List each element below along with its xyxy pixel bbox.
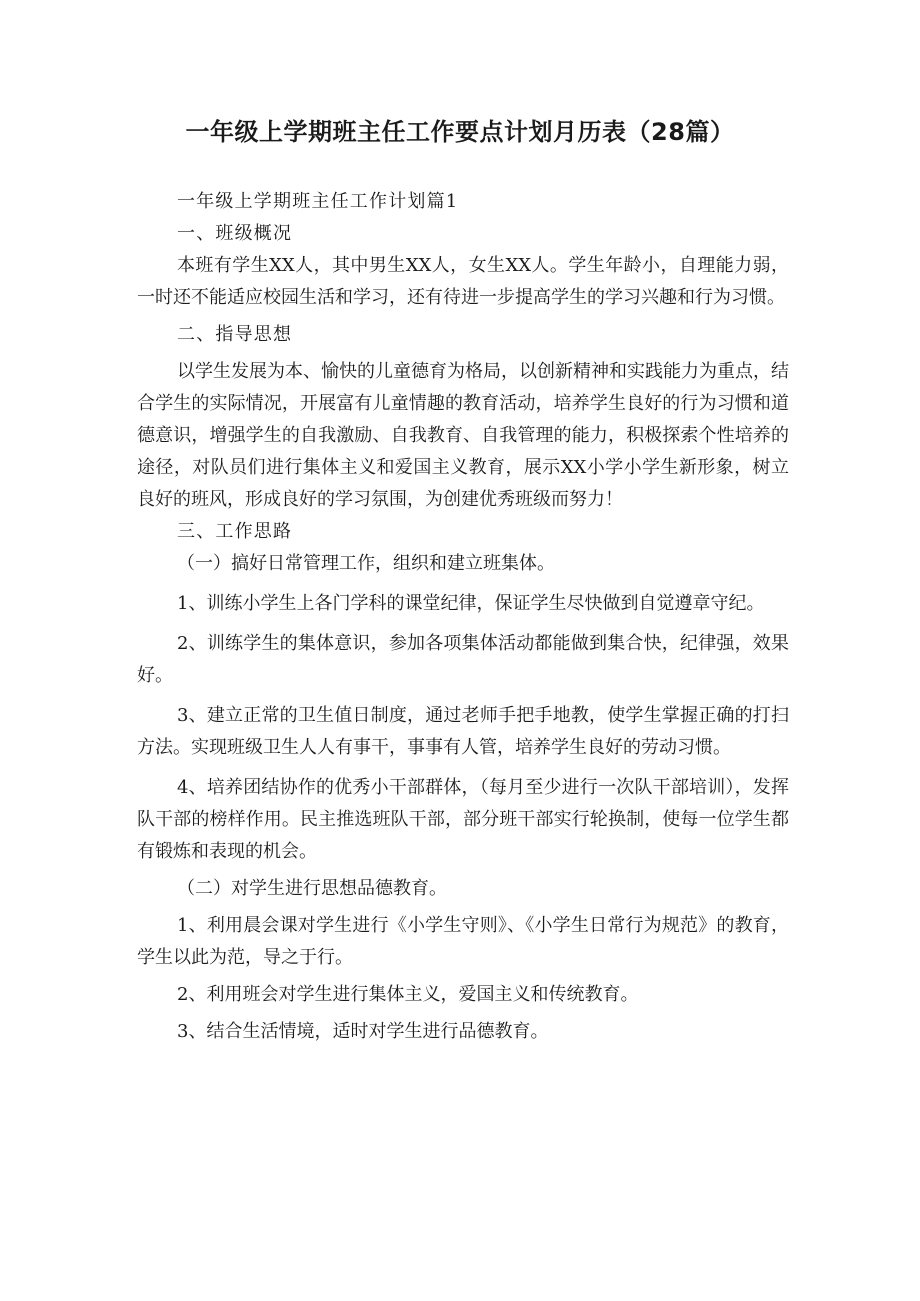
list-item: 3、建立正常的卫生值日制度，通过老师手把手地教，使学生掌握正确的打扫方法。实现班级卫生人人有事干，事事有人管，培养学生良好的劳动习惯。: [137, 705, 789, 758]
document-body: [137, 186, 789, 1048]
paragraph-guiding-ideology: 以学生发展为本、愉快的儿童德育为格局，以创新精神和实践能力为重点，结合学生的实际情况，开展富有儿童情趣的教育活动，培养学生良好的行为习惯和道德意识，增强学生的自我激励、自我教育、自我管理的能力，积极探索个性培养的途径，对队员们进行集体主义和爱国主义教育，展示XX小学小学生新形象，树立良好的班风，形成良好的学习氛围，为创建优秀班级而努力！: [137, 361, 789, 510]
plan-heading: 一年级上学期班主任工作计划篇1: [177, 191, 459, 212]
list-item: 4、培养团结协作的优秀小干部群体，（每月至少进行一次队干部培训），发挥队干部的榜样作用。民主推选班队干部，部分班干部实行轮换制，使每一位学生都有锻炼和表现的机会。: [137, 777, 789, 862]
list-item: 1、利用晨会课对学生进行《小学生守则》、《小学生日常行为规范》的教育，学生以此为范，导之于行。: [137, 915, 789, 968]
list-item: 2、利用班会对学生进行集体主义，爱国主义和传统教育。: [177, 984, 639, 1005]
list-item: 2、训练学生的集体意识，参加各项集体活动都能做到集合快，纪律强，效果好。: [137, 633, 789, 686]
section-heading-work-approach: 三、工作思路: [177, 521, 293, 542]
subsection-heading-moral-education: （二）对学生进行思想品德教育。: [177, 878, 447, 899]
list-item: 1、训练小学生上各门学科的课堂纪律，保证学生尽快做到自觉遵章守纪。: [177, 593, 765, 614]
paragraph-class-overview: 本班有学生XX人，其中男生XX人，女生XX人。学生年龄小，自理能力弱，一时还不能适应校园生活和学习，还有待进一步提高学生的学习兴趣和行为习惯。: [137, 255, 789, 308]
section-heading-guiding-ideology: 二、指导思想: [177, 324, 293, 345]
section-heading-class-overview: 一、班级概况: [177, 223, 293, 244]
subsection-heading-daily-management: （一）搞好日常管理工作，组织和建立班集体。: [177, 553, 555, 574]
list-item: 3、结合生活情境，适时对学生进行品德教育。: [177, 1021, 549, 1042]
document-title: 一年级上学期班主任工作要点计划月历表（28篇）: [185, 118, 735, 146]
